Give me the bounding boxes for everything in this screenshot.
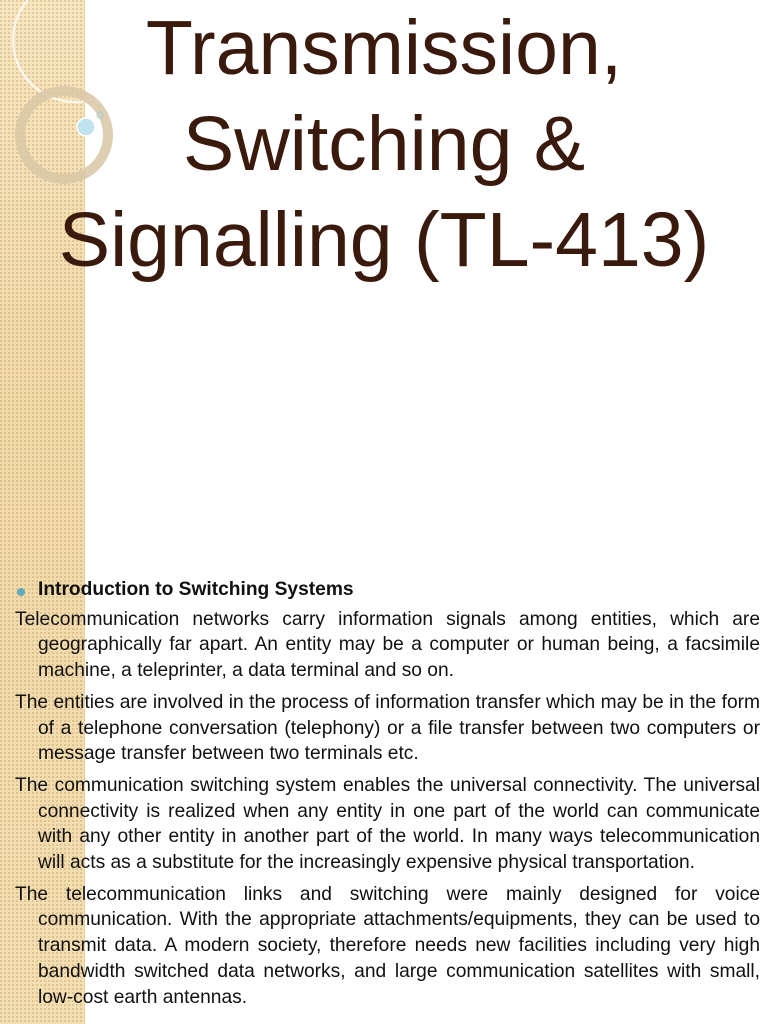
body-paragraph-3: The communication switching system enables the universal connectivity. The universal connectivity is realized when any entity in one part of the world can communicate with any other entity in another part of the world. In many ways telecommunication will acts as a substitute for the increasingly expensive physical transportation. xyxy=(15,774,760,874)
title-line-2: Switching & xyxy=(182,101,586,187)
slide-title xyxy=(0,0,768,288)
body-paragraph-1: Telecommunication networks carry information signals among entities, which are geographically far apart. An entity may be a computer or human being, a facsimile machine, a teleprinter, a data terminal and so on. xyxy=(15,608,760,682)
section-heading: Introduction to Switching Systems xyxy=(38,579,354,600)
bullet-icon xyxy=(17,588,25,596)
slide-body xyxy=(15,577,760,1016)
section-heading-row xyxy=(15,577,760,603)
title-line-3: Signalling (TL-413) xyxy=(58,197,710,283)
title-line-1: Transmission, xyxy=(145,5,623,91)
body-paragraph-2: The entities are involved in the process of information transfer which may be in the form of a telephone conversation (telephony) or a file transfer between two computers or message transfer between two terminals etc. xyxy=(15,691,760,765)
body-paragraph-4: The telecommunication links and switching were mainly designed for voice communication. With the appropriate attachments/equipments, they can be used to transmit data. A modern society, therefore needs new facilities including very high bandwidth switched data networks, and large communication satellites with small, low-cost earth antennas. xyxy=(15,883,760,1008)
